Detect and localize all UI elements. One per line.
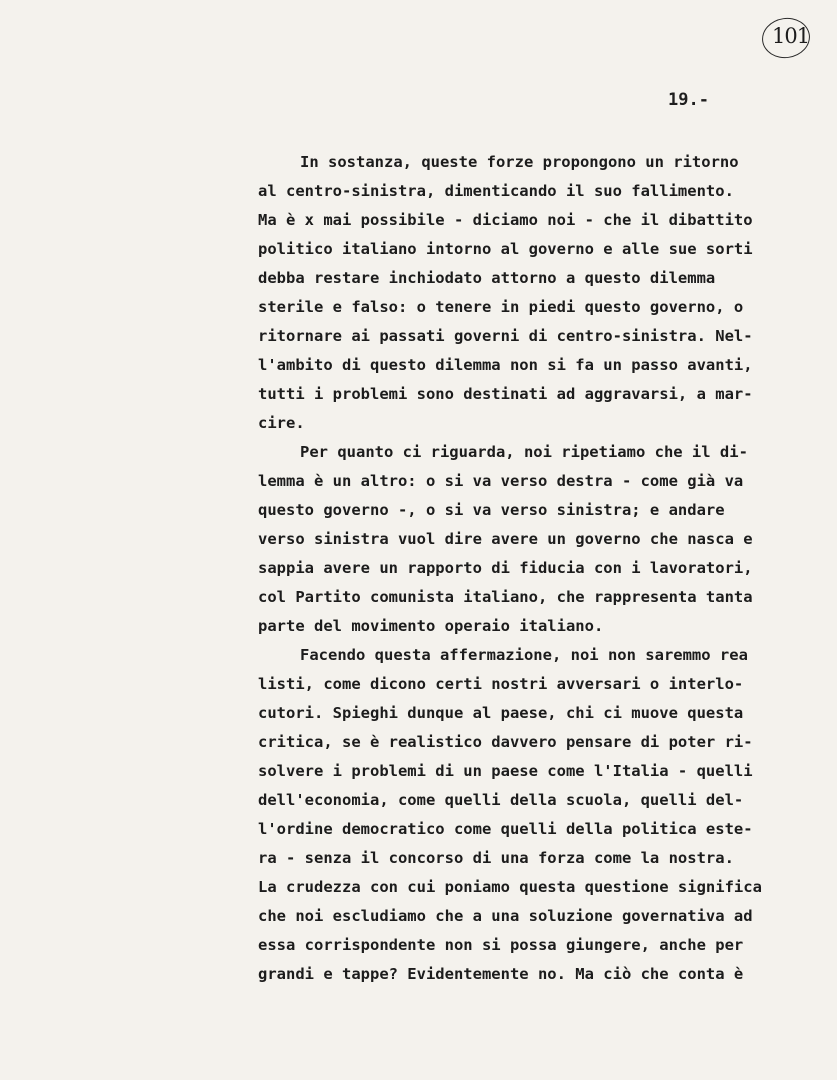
text-line: cutori. Spieghi dunque al paese, chi ci muove questa [258, 704, 744, 722]
text-line: sappia avere un rapporto di fiducia con i lavoratori, [258, 559, 753, 577]
text-line: l'ordine democratico come quelli della politica este- [258, 820, 753, 838]
text-line: grandi e tappe? Evidentemente no. Ma ciò che conta è [258, 965, 744, 983]
text-line: l'ambito di questo dilemma non si fa un passo avanti, [258, 356, 753, 374]
text-line: al centro-sinistra, dimenticando il suo fallimento. [258, 182, 734, 200]
text-line: cire. [258, 414, 305, 432]
text-line: solvere i problemi di un paese come l'Italia - quelli [258, 762, 753, 780]
archive-number-text: 101 [772, 24, 810, 48]
archive-number-stamp [762, 18, 814, 58]
text-line: Facendo questa affermazione, noi non saremmo rea [300, 646, 748, 664]
typed-text-body [258, 148, 828, 989]
paragraph-2 [258, 438, 828, 641]
text-line: ra - senza il concorso di una forza come la nostra. [258, 849, 734, 867]
text-line: dell'economia, come quelli della scuola, quelli del- [258, 791, 744, 809]
paragraph-3 [258, 641, 828, 989]
text-line: verso sinistra vuol dire avere un governo che nasca e [258, 530, 753, 548]
text-line: parte del movimento operaio italiano. [258, 617, 604, 635]
text-line: politico italiano intorno al governo e alle sue sorti [258, 240, 753, 258]
text-line: ritornare ai passati governi di centro-sinistra. Nel- [258, 327, 753, 345]
text-line: questo governo -, o si va verso sinistra; e andare [258, 501, 725, 519]
text-line: Per quanto ci riguarda, noi ripetiamo che il di- [300, 443, 748, 461]
text-line: che noi escludiamo che a una soluzione governativa ad [258, 907, 753, 925]
page-number: 19.- [668, 90, 709, 110]
text-line: critica, se è realistico davvero pensare di poter ri- [258, 733, 753, 751]
text-line: essa corrispondente non si possa giungere, anche per [258, 936, 744, 954]
paragraph-1 [258, 148, 828, 438]
text-line: debba restare inchiodato attorno a questo dilemma [258, 269, 716, 287]
text-line: lemma è un altro: o si va verso destra - come già va [258, 472, 744, 490]
text-line: sterile e falso: o tenere in piedi questo governo, o [258, 298, 744, 316]
text-line: Ma è x mai possibile - diciamo noi - che il dibattito [258, 211, 753, 229]
text-line: La crudezza con cui poniamo questa questione significa [258, 878, 762, 896]
text-line: tutti i problemi sono destinati ad aggravarsi, a mar- [258, 385, 753, 403]
text-line: In sostanza, queste forze propongono un ritorno [300, 153, 739, 171]
text-line: col Partito comunista italiano, che rappresenta tanta [258, 588, 753, 606]
text-line: listi, come dicono certi nostri avversari o interlo- [258, 675, 744, 693]
